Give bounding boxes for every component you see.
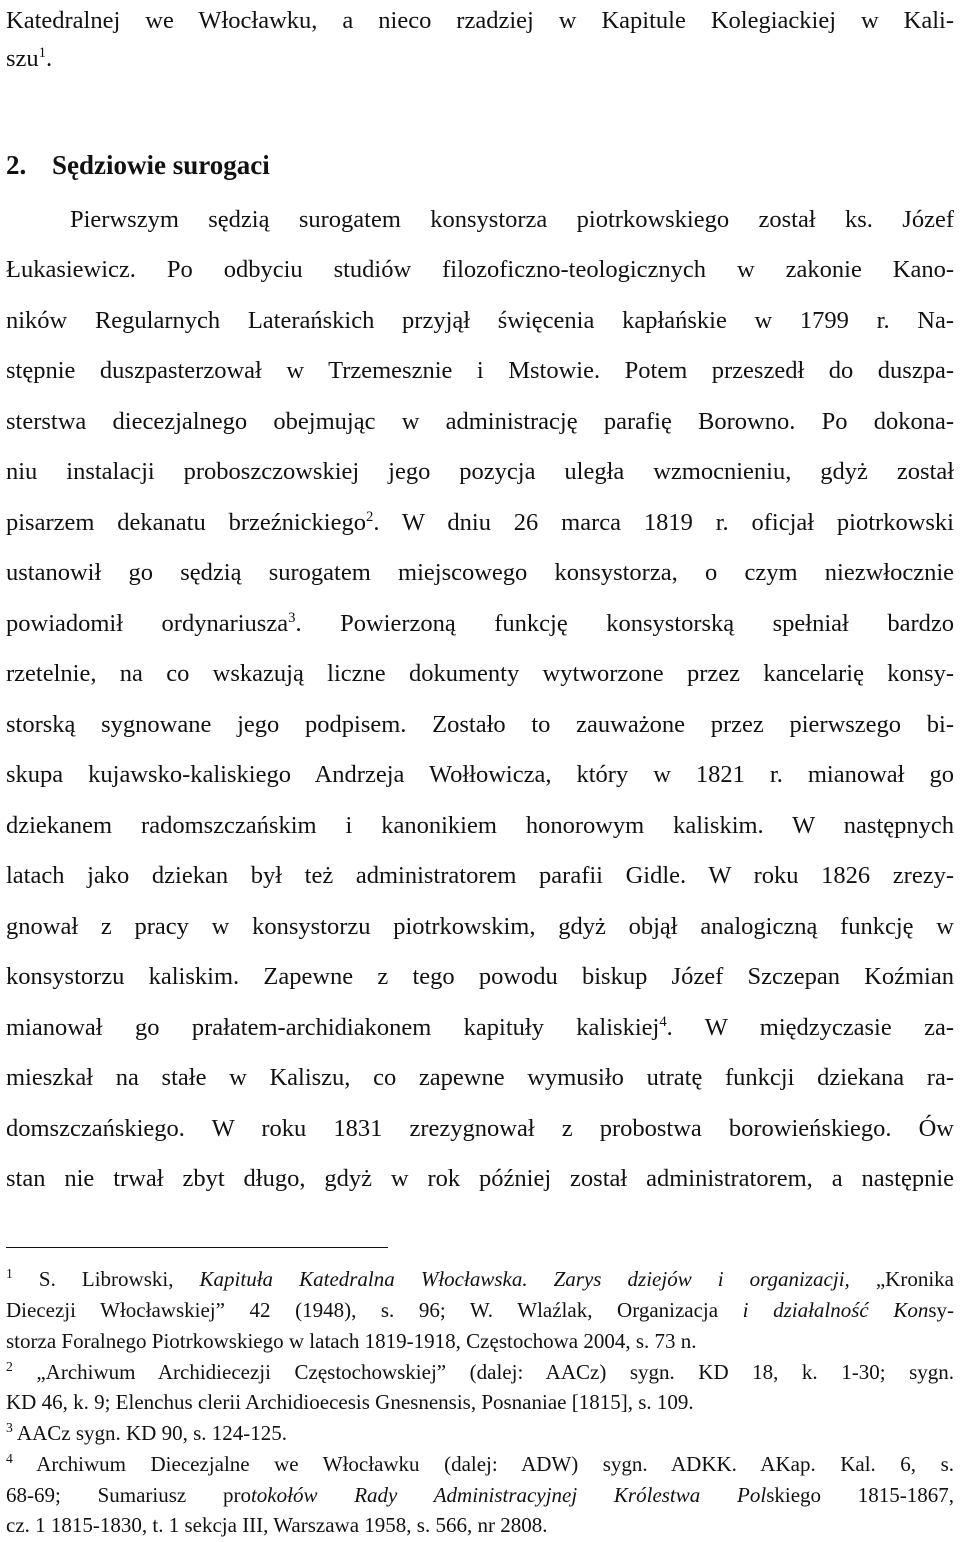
footnote-text: S. Librowski, (12, 1267, 200, 1291)
footnote-ref[interactable]: 4 (659, 1013, 667, 1030)
footnote-title: tokołów Rady Administracyjnej Królestwa Pol (250, 1483, 767, 1507)
text-line (6, 659, 954, 689)
text-line (6, 457, 954, 487)
line-text: . Powierzoną funkcję konsystorską spełniał bardzo (295, 610, 955, 637)
text-line (6, 6, 954, 36)
footnote-line (6, 1359, 954, 1385)
section-heading (6, 148, 270, 182)
line-text: ustanowił go sędzią surogatem miejscowego konsystorza, o czym niezwłocznie (6, 559, 954, 586)
line-text: dziekanem radomszczańskim i kanonikiem honorowym kaliskim. W następnych (6, 812, 954, 839)
text-line (6, 255, 954, 285)
text-line (6, 508, 954, 538)
footnote-line (6, 1512, 954, 1538)
footnote-number: 2 (6, 1359, 13, 1374)
footnote-text: skiego 1815-1867, (766, 1483, 954, 1507)
line-text: Pierwszym sędzią surogatem konsystorza piotrkowskiego został ks. Józef (70, 206, 954, 233)
footnote-text: KD 46, k. 9; Elenchus clerii Archidioecesis Gnesnensis, Posnaniae [1815], s. 109. (6, 1390, 694, 1414)
footnote-ref[interactable]: 1 (38, 44, 47, 61)
footnote-number: 3 (6, 1420, 13, 1435)
text-line (6, 811, 954, 841)
line-text: niu instalacji proboszczowskiej jego pozycja uległa wzmocnieniu, gdyż został (6, 458, 954, 485)
text-line (6, 44, 954, 74)
footnote-line (6, 1266, 954, 1292)
footnote-line (6, 1297, 954, 1323)
line-text: mieszkał na stałe w Kaliszu, co zapewne wymusiło utratę funkcji dziekana ra- (6, 1064, 954, 1091)
line-text: stan nie trwał zbyt długo, gdyż w rok później został administratorem, a następnie (6, 1165, 954, 1192)
line-text: . W dniu 26 marca 1819 r. oficjał piotrkowski (373, 509, 954, 536)
text-line (6, 912, 954, 942)
footnote-text: 68-69; Sumariusz pro (6, 1483, 251, 1507)
line-text: konsystorzu kaliskim. Zapewne z tego powodu biskup Józef Szczepan Koźmian (6, 963, 954, 990)
footnote-line (6, 1420, 954, 1446)
text-line (6, 1063, 954, 1093)
line-text: . (46, 45, 53, 72)
section-number: 2. (6, 150, 27, 180)
section-title: Sędziowie surogaci (52, 150, 270, 180)
footnote-text: cz. 1 1815-1830, t. 1 sekcja III, Warszawa 1958, s. 566, nr 2808. (6, 1513, 548, 1537)
line-text: ników Regularnych Laterańskich przyjął święcenia kapłańskie w 1799 r. Na- (6, 307, 954, 334)
line-text: gnował z pracy w konsystorzu piotrkowskim, gdyż objął analogiczną funkcję w (6, 913, 954, 940)
text-line (6, 760, 954, 790)
line-text: szu (6, 45, 39, 72)
footnote-ref[interactable]: 3 (288, 609, 296, 626)
text-line (6, 407, 954, 437)
footnote-separator (6, 1247, 388, 1248)
text-line (6, 710, 954, 740)
footnote-title: Kapituła Katedralna Włocławska. Zarys dziejów i organizacji, (199, 1267, 850, 1291)
text-line (70, 205, 954, 235)
text-line (6, 1013, 954, 1043)
footnote-line (6, 1389, 954, 1415)
text-line (6, 962, 954, 992)
footnote-number: 4 (6, 1451, 13, 1466)
line-text: Katedralnej we Włocławku, a nieco rzadziej w Kapitule Kolegiackiej w Kali- (6, 7, 954, 34)
footnote-text: storza Foralnego Piotrkowskiego w latach 1819-1918, Częstochowa 2004, s. 73 n. (6, 1329, 697, 1353)
text-line (6, 861, 954, 891)
footnote-line (6, 1451, 954, 1477)
footnote-text: Archiwum Diecezjalne we Włocławku (dalej: ADW) sygn. ADKK. AKap. Kal. 6, s. (12, 1452, 954, 1476)
line-text: skupa kujawsko-kaliskiego Andrzeja Wołłowicza, który w 1821 r. mianował go (6, 761, 954, 788)
line-text: mianował go prałatem-archidiakonem kapituły kaliskiej (6, 1014, 660, 1041)
line-text: rzetelnie, na co wskazują liczne dokumenty wytworzone przez kancelarię konsy- (6, 660, 954, 687)
line-text: powiadomił ordynariusza (6, 610, 289, 637)
line-text: Łukasiewicz. Po odbyciu studiów filozoficzno-teologicznych w zakonie Kano- (6, 256, 954, 283)
text-line (6, 356, 954, 386)
footnote-line (6, 1328, 954, 1354)
text-line (6, 1114, 954, 1144)
line-text: sterstwa diecezjalnego obejmując w administrację parafię Borowno. Po dokona- (6, 408, 954, 435)
text-line (6, 306, 954, 336)
footnote-text: Diecezji Włocławskiej” 42 (1948), s. 96; W. Wlaźlak, Organizacja (6, 1298, 743, 1322)
footnote-title: i działalność Kon (742, 1298, 929, 1322)
line-text: stępnie duszpasterzował w Trzemesznie i Mstowie. Potem przeszedł do duszpa- (6, 357, 954, 384)
footnote-text: „Archiwum Archidiecezji Częstochowskiej” (dalej: AACz) sygn. KD 18, k. 1-30; sygn. (12, 1360, 954, 1384)
text-line (6, 1164, 954, 1194)
footnote-text: „Kronika (849, 1267, 954, 1291)
line-text: storską sygnowane jego podpisem. Zostało to zauważone przez pierwszego bi- (6, 711, 954, 738)
footnote-ref[interactable]: 2 (365, 508, 374, 525)
line-text: latach jako dziekan był też administratorem parafii Gidle. W roku 1826 zrezy- (6, 862, 954, 889)
footnote-number: 1 (6, 1266, 13, 1281)
line-text: domszczańskiego. W roku 1831 zrezygnował z probostwa borowieńskiego. Ów (6, 1115, 954, 1142)
line-text: pisarzem dekanatu brzeźnickiego (6, 509, 366, 536)
footnote-line (6, 1482, 954, 1508)
text-line (6, 558, 954, 588)
text-line (6, 609, 954, 639)
footnote-text: sy- (928, 1298, 955, 1322)
line-text: . W międzyczasie za- (666, 1014, 954, 1041)
footnote-text: AACz sygn. KD 90, s. 124-125. (12, 1421, 287, 1445)
